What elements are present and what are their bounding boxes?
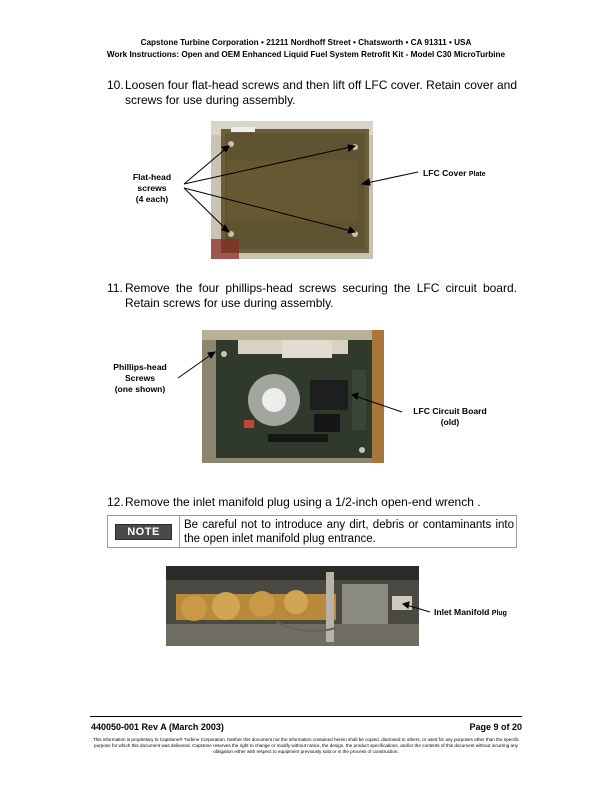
step-text: Remove the four phillips-head screws securing the LFC circuit board. Retain screws for use during assembly.: [125, 281, 517, 310]
leader-line: [184, 146, 355, 184]
arrowhead: [348, 227, 355, 233]
step-number: 12.: [107, 495, 124, 509]
callout-line: LFC Circuit Board: [413, 406, 487, 416]
arrowhead: [362, 179, 370, 185]
header-document-title: Work Instructions: Open and OEM Enhanced Liquid Fuel System Retrofit Kit - Model C30 MicroTurbine: [106, 50, 506, 59]
footer-rule: [90, 716, 522, 717]
step-number: 11.: [107, 281, 123, 295]
arrowhead: [352, 393, 358, 399]
footer-proprietary-notice: This information is proprietary to Capstone® Turbine Corporation. Neither this document nor the information contained herein shall be copied, disclosed to others, or used for any purposes other than the specific purpose for which this document was delivered. Capstone reserves the right to change or modify without notice, the design, the product specifications, and/or the contents of this document without incurring any obligation either with respect to equipment previously sold or in the process of construction.: [92, 737, 520, 754]
step-text: Loosen four flat-head screws and then lift off LFC cover. Retain cover and screws for use during assembly.: [125, 78, 517, 107]
callout-line: Phillips-head: [113, 362, 167, 372]
callout-line: screws: [137, 183, 167, 193]
leader-line: [184, 188, 355, 232]
footer-page-number: Page 9 of 20: [469, 722, 522, 732]
leader-line: [362, 172, 418, 184]
callout-small: Plate: [468, 171, 486, 178]
callout-small: Plug: [491, 610, 507, 617]
step-text: Remove the inlet manifold plug using a 1/2-inch open-end wrench .: [125, 495, 481, 509]
leader-line: [352, 395, 402, 412]
note-badge: NOTE: [115, 524, 172, 540]
callout-line: (4 each): [135, 194, 169, 204]
callout-line: (old): [440, 417, 460, 427]
callout-main: Inlet Manifold: [434, 607, 490, 617]
callout-main: LFC Cover: [423, 168, 467, 178]
footer-doc-id: 440050-001 Rev A (March 2003): [91, 722, 224, 732]
arrowhead: [348, 145, 355, 151]
arrowhead: [208, 352, 215, 358]
callout-line: Flat-head: [132, 172, 172, 182]
arrowhead: [403, 602, 409, 608]
note-text: Be careful not to introduce any dirt, debris or contaminants into the open inlet manifold plug entrance.: [184, 519, 514, 545]
step-number: 10.: [107, 78, 124, 92]
leader-line: [184, 188, 229, 232]
callout-line: (one shown): [114, 384, 166, 394]
header-company-address: Capstone Turbine Corporation • 21211 Nordhoff Street • Chatsworth • CA 91311 • USA: [140, 38, 472, 47]
callout-line: Screws: [124, 373, 156, 383]
leader-line: [184, 146, 229, 184]
